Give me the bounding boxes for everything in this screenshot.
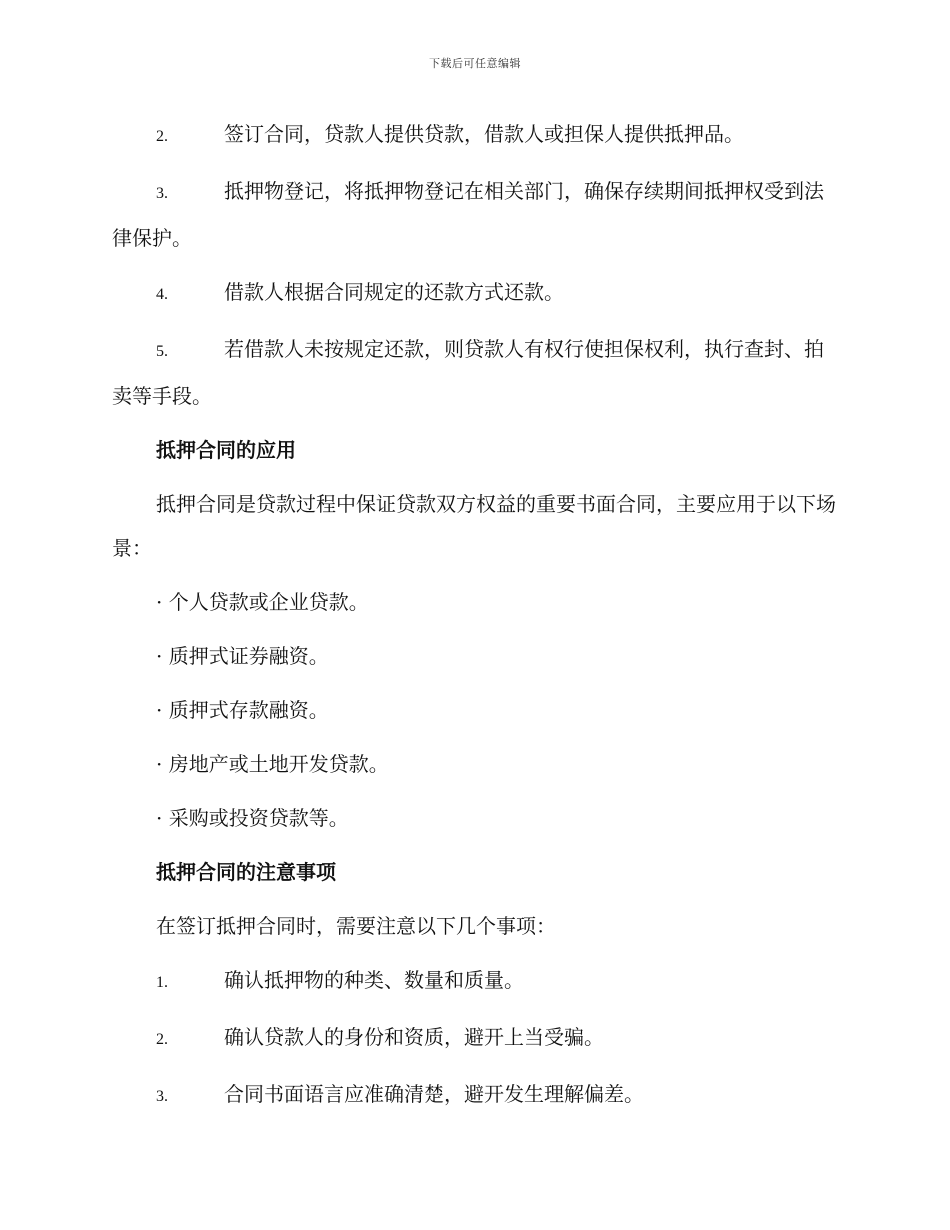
document-body bbox=[112, 112, 836, 1129]
step-number: 5. bbox=[156, 343, 168, 360]
note-number: 1. bbox=[156, 974, 168, 991]
step-number: 3. bbox=[156, 185, 168, 202]
step-item-2 bbox=[112, 112, 836, 159]
step-text: 签订合同，贷款人提供贷款，借款人或担保人提供抵押品。 bbox=[224, 122, 744, 146]
page-header-note: 下载后可任意编辑 bbox=[429, 57, 521, 70]
note-text: 合同书面语言应准确清楚，避开发生理解偏差。 bbox=[224, 1082, 644, 1106]
application-intro: 抵押合同是贷款过程中保证贷款双方权益的重要书面合同，主要应用于以下场景： bbox=[112, 492, 836, 560]
step-number: 2. bbox=[156, 128, 168, 145]
step-item-5 bbox=[112, 327, 836, 418]
notes-intro: 在签订抵押合同时，需要注意以下几个事项： bbox=[156, 914, 556, 938]
note-item-1 bbox=[112, 958, 836, 1005]
step-item-4 bbox=[112, 270, 836, 317]
step-number: 4. bbox=[156, 286, 168, 303]
note-item-2 bbox=[112, 1015, 836, 1062]
step-text: 抵押物登记，将抵押物登记在相关部门，确保存续期间抵押权受到法律保护。 bbox=[112, 179, 824, 250]
bullet-item: · 房地产或土地开发贷款。 bbox=[156, 752, 389, 776]
bullet-item: · 质押式存款融资。 bbox=[156, 698, 329, 722]
section-heading-application: 抵押合同的应用 bbox=[156, 438, 296, 462]
step-text: 借款人根据合同规定的还款方式还款。 bbox=[224, 280, 564, 304]
bullet-item: · 采购或投资贷款等。 bbox=[156, 806, 349, 830]
step-item-3 bbox=[112, 169, 836, 260]
note-text: 确认抵押物的种类、数量和质量。 bbox=[224, 968, 524, 992]
bullet-item: · 个人贷款或企业贷款。 bbox=[156, 590, 369, 614]
note-text: 确认贷款人的身份和资质，避开上当受骗。 bbox=[224, 1025, 604, 1049]
note-item-3 bbox=[112, 1072, 836, 1119]
step-text: 若借款人未按规定还款，则贷款人有权行使担保权利，执行查封、拍卖等手段。 bbox=[112, 337, 824, 408]
note-number: 2. bbox=[156, 1031, 168, 1048]
section-heading-notes: 抵押合同的注意事项 bbox=[156, 860, 336, 884]
note-number: 3. bbox=[156, 1088, 168, 1105]
bullet-item: · 质押式证券融资。 bbox=[156, 644, 329, 668]
